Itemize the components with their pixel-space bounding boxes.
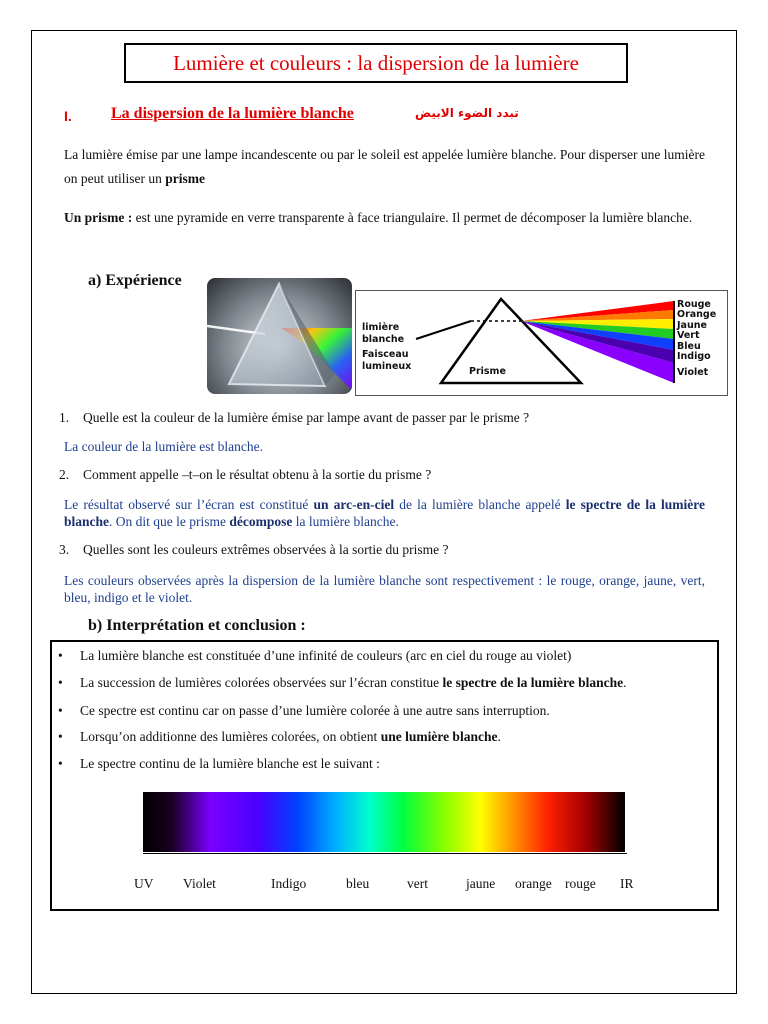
- label-white-light: limière blanche: [362, 322, 405, 345]
- intro-paragraph: [64, 143, 705, 191]
- color-label-bleu: Bleu: [677, 340, 701, 352]
- bullet-dot: •: [58, 703, 63, 718]
- definition-text: est une pyramide en verre transparente à face triangulaire. Il permet de décomposer la lumière blanche.: [132, 210, 693, 225]
- spectrum-label-uv: UV: [134, 876, 154, 891]
- conclusion-bullet-1: [58, 648, 571, 664]
- conclusion-bullet-4: [58, 729, 501, 745]
- answer-text: . On dit que le prisme: [109, 514, 230, 529]
- bullet-text: La lumière blanche est constituée d’une infinité de couleurs (arc en ciel du rouge au violet): [80, 648, 572, 663]
- bullet-keyword: le spectre de la lumière blanche: [442, 675, 624, 690]
- conclusion-bullet-5: [58, 756, 380, 772]
- color-label-rouge: Rouge: [677, 299, 711, 310]
- question-text: Quelles sont les couleurs extrêmes observées à la sortie du prisme ?: [83, 542, 449, 557]
- section-title: La dispersion de la lumière blanche: [111, 105, 354, 122]
- intro-text: La lumière émise par une lampe incandescente ou par le soleil est appelée lumière blanche. Pour disperser une lumière on peut utiliser un: [64, 147, 705, 186]
- spectrum-label-indigo: Indigo: [271, 876, 307, 891]
- color-label-jaune: Jaune: [677, 319, 707, 331]
- spectrum-label-violet: Violet: [183, 876, 216, 891]
- spectrum-label-jaune: jaune: [466, 876, 496, 891]
- spectrum-label-ir: IR: [620, 876, 634, 891]
- continuous-spectrum: [143, 792, 625, 852]
- prism-photo-svg: [207, 278, 352, 394]
- answer-3: Les couleurs observées après la dispersion de la lumière blanche sont respectivement : le rouge, orange, jaune, vert, bleu, indigo et le violet.: [64, 573, 705, 605]
- spectrum-label-vert: vert: [407, 876, 428, 891]
- bullet-dot: •: [58, 675, 63, 690]
- definition-term: Un prisme :: [64, 210, 133, 225]
- answer-2: [64, 496, 705, 530]
- dispersion-diagram: [355, 290, 728, 396]
- bullet-keyword: une lumière blanche: [380, 729, 498, 744]
- answer-keyword: décompose: [229, 514, 293, 529]
- color-label-indigo: Indigo: [677, 351, 711, 363]
- question-number: 1.: [59, 410, 70, 425]
- color-label-vert: Vert: [677, 330, 700, 342]
- label-prism: Prisme: [469, 366, 506, 377]
- bullet-dot: •: [58, 729, 63, 744]
- page-title: Lumière et couleurs : la dispersion de la lumière: [124, 43, 628, 83]
- bullet-dot: •: [58, 648, 63, 663]
- answer-keyword: le spectre de la lumière blanche: [64, 497, 705, 529]
- label-light-beam: Faisceau lumineux: [362, 349, 412, 372]
- conclusion-bullet-3: [58, 703, 550, 719]
- color-label-violet: Violet: [677, 367, 709, 379]
- color-label-orange: Orange: [677, 309, 717, 321]
- conclusion-heading: b) Interprétation et conclusion :: [88, 617, 306, 634]
- spectrum-label-rouge: rouge: [565, 876, 596, 891]
- question-text: Comment appelle –t–on le résultat obtenu à la sortie du prisme ?: [83, 467, 432, 482]
- bullet-text: Le spectre continu de la lumière blanche est le suivant :: [80, 756, 380, 771]
- answer-1: La couleur de la lumière est blanche.: [64, 439, 264, 454]
- section-number: I.: [64, 108, 72, 124]
- conclusion-bullet-2: [58, 675, 626, 691]
- bullet-text: .: [623, 675, 627, 690]
- color-legend: [677, 300, 716, 379]
- spectrum-label-orange: orange: [515, 876, 552, 891]
- intro-keyword: prisme: [165, 171, 205, 186]
- answer-keyword: un arc-en-ciel: [313, 497, 395, 512]
- answer-text: la lumière blanche.: [292, 514, 399, 529]
- question-1: [59, 410, 529, 426]
- question-3: [59, 542, 449, 558]
- experience-heading: a) Expérience: [88, 272, 182, 289]
- bullet-dot: •: [58, 756, 63, 771]
- spectrum-baseline: [143, 853, 627, 854]
- spectrum-label-bleu: bleu: [346, 876, 370, 891]
- section-title-arabic: تبدد الضوء الابيض: [415, 106, 519, 120]
- question-2: [59, 467, 431, 483]
- question-number: 3.: [59, 542, 70, 557]
- question-number: 2.: [59, 467, 70, 482]
- bullet-text: La succession de lumières colorées observées sur l’écran constitue: [80, 675, 443, 690]
- prism-photo: [207, 278, 352, 394]
- question-text: Quelle est la couleur de la lumière émise par lampe avant de passer par le prisme ?: [83, 410, 530, 425]
- bullet-text: Lorsqu’on additionne des lumières colorées, on obtient: [80, 729, 381, 744]
- bullet-text: Ce spectre est continu car on passe d’une lumière colorée à une autre sans interruption.: [80, 703, 550, 718]
- bullet-text: .: [497, 729, 501, 744]
- answer-text: Le résultat observé sur l’écran est constitué: [64, 497, 314, 512]
- prism-definition: [64, 206, 705, 230]
- answer-text: de la lumière blanche appelé: [394, 497, 566, 512]
